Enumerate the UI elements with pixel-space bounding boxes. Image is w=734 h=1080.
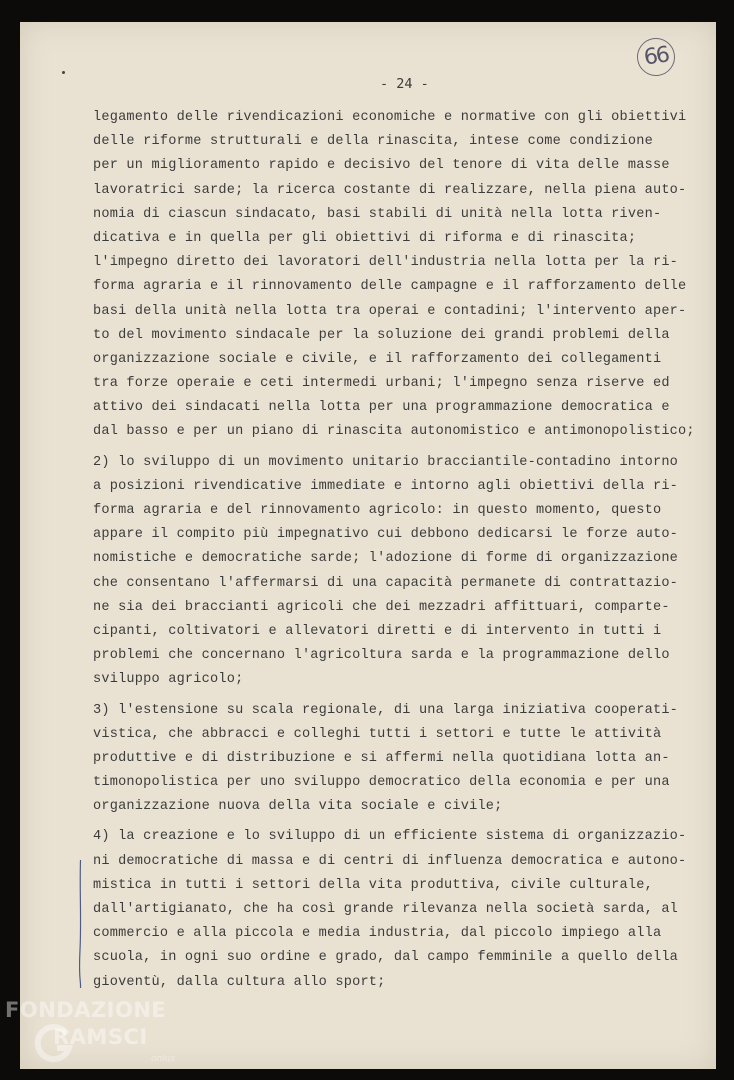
text-line: 3) l'estensione su scala regionale, di una larga iniziativa cooperati- (93, 702, 679, 718)
text-line: dicativa e in quella per gli obiettivi di riforma e di rinascita; (93, 230, 637, 246)
page-number: - 24 - (380, 76, 429, 92)
text-line: mistica in tutti i settori della vita produttiva, civile culturale, (93, 877, 653, 893)
text-line: problemi che concernano l'agricoltura sarda e la programmazione dello (93, 648, 670, 664)
text-line: sviluppo agricolo; (93, 672, 244, 688)
text-line: 2) lo sviluppo di un movimento unitario bracciantile-contadino intorno (93, 454, 679, 470)
text-line: dal basso e per un piano di rinascita autonomistico e antimonopolistico; (93, 424, 695, 440)
text-line: nomia di ciascun sindacato, basi stabili di unità nella lotta riven- (93, 206, 662, 222)
text-line: a posizioni rivendicative immediate e intorno agli obiettivi della ri- (93, 478, 679, 494)
ink-dot (62, 71, 65, 74)
text-line: 4) la creazione e lo sviluppo di un efficiente sistema di organizzazio- (93, 829, 687, 845)
typed-text-body (93, 106, 703, 995)
text-line: to del movimento sindacale per la soluzione dei grandi problemi della (93, 327, 670, 343)
margin-pencil-mark (79, 860, 82, 988)
text-line: ni democratiche di massa e di centri di influenza democratica e autono- (93, 853, 687, 869)
text-line: organizzazione sociale e civile, e il rafforzamento dei collegamenti (93, 351, 662, 367)
text-line: commercio e alla piccola e media industria, dal piccolo impiego alla (93, 926, 662, 942)
text-line: timonopolistica per uno sviluppo democratico della economia e per una (93, 775, 670, 791)
text-line: forma agraria e il rinnovamento delle campagne e il rafforzamento delle (93, 279, 687, 295)
text-line: forma agraria e del rinnovamento agricolo: in questo momento, questo (93, 503, 662, 518)
text-line: dall'artigianato, che ha così grande rilevanza nella società sarda, al (93, 902, 679, 917)
text-line: basi della unità nella lotta tra operai e contadini; l'intervento aper- (93, 303, 687, 319)
text-line: vistica, che abbracci e colleghi tutti i settori e tutte le attività (93, 726, 662, 742)
text-line: attivo dei sindacati nella lotta per una programmazione democratica e (93, 400, 670, 416)
text-line: tra forze operaie e ceti intermedi urbani; l'impegno senza riserve ed (93, 376, 670, 392)
text-line: per un miglioramento rapido e decisivo del tenore di vita delle masse (93, 158, 670, 174)
paragraph-4 (93, 825, 703, 994)
text-line: lavoratrici sarde; la ricerca costante di realizzare, nella piena auto- (93, 182, 687, 198)
text-line: appare il compito più impegnativo cui debbono dedicarsi le forze auto- (93, 527, 679, 543)
text-line: cipanti, coltivatori e allevatori diretti e di intervento in tutti i (93, 623, 662, 639)
text-line: organizzazione nuova della vita sociale e civile; (93, 799, 503, 815)
paragraph-2 (93, 451, 703, 693)
text-line: delle riforme strutturali e della rinascita, intese come condizione (93, 134, 653, 150)
text-line: ne sia dei braccianti agricoli che dei mezzadri affittuari, comparte- (93, 599, 670, 615)
text-line: legamento delle rivendicazioni economiche e normative con gli obiettivi (93, 110, 687, 125)
watermark-line-2: RAMSCI (53, 1025, 148, 1049)
text-line: gioventù, dalla cultura allo sport; (93, 974, 386, 990)
watermark-suffix: onlus (151, 1054, 176, 1064)
text-line: l'impegno diretto dei lavoratori dell'industria nella lotta per la ri- (93, 255, 679, 271)
text-line: che consentano l'affermarsi di una capacità permanete di contrattazio- (93, 575, 679, 591)
paragraph-3 (93, 699, 703, 820)
paragraph-1 (93, 106, 703, 445)
text-line: nomistiche e democratiche sarde; l'adozione di forme di organizzazione (93, 551, 679, 567)
text-line: produttive e di distribuzione e si affermi nella quotidiana lotta an- (93, 750, 670, 766)
watermark-line-1: FONDAZIONE (5, 998, 167, 1022)
watermark-logo (5, 998, 195, 1078)
text-line: scuola, in ogni suo ordine e grado, dal campo femminile a quello della (93, 950, 679, 966)
archive-page-number: 66 (635, 36, 678, 79)
